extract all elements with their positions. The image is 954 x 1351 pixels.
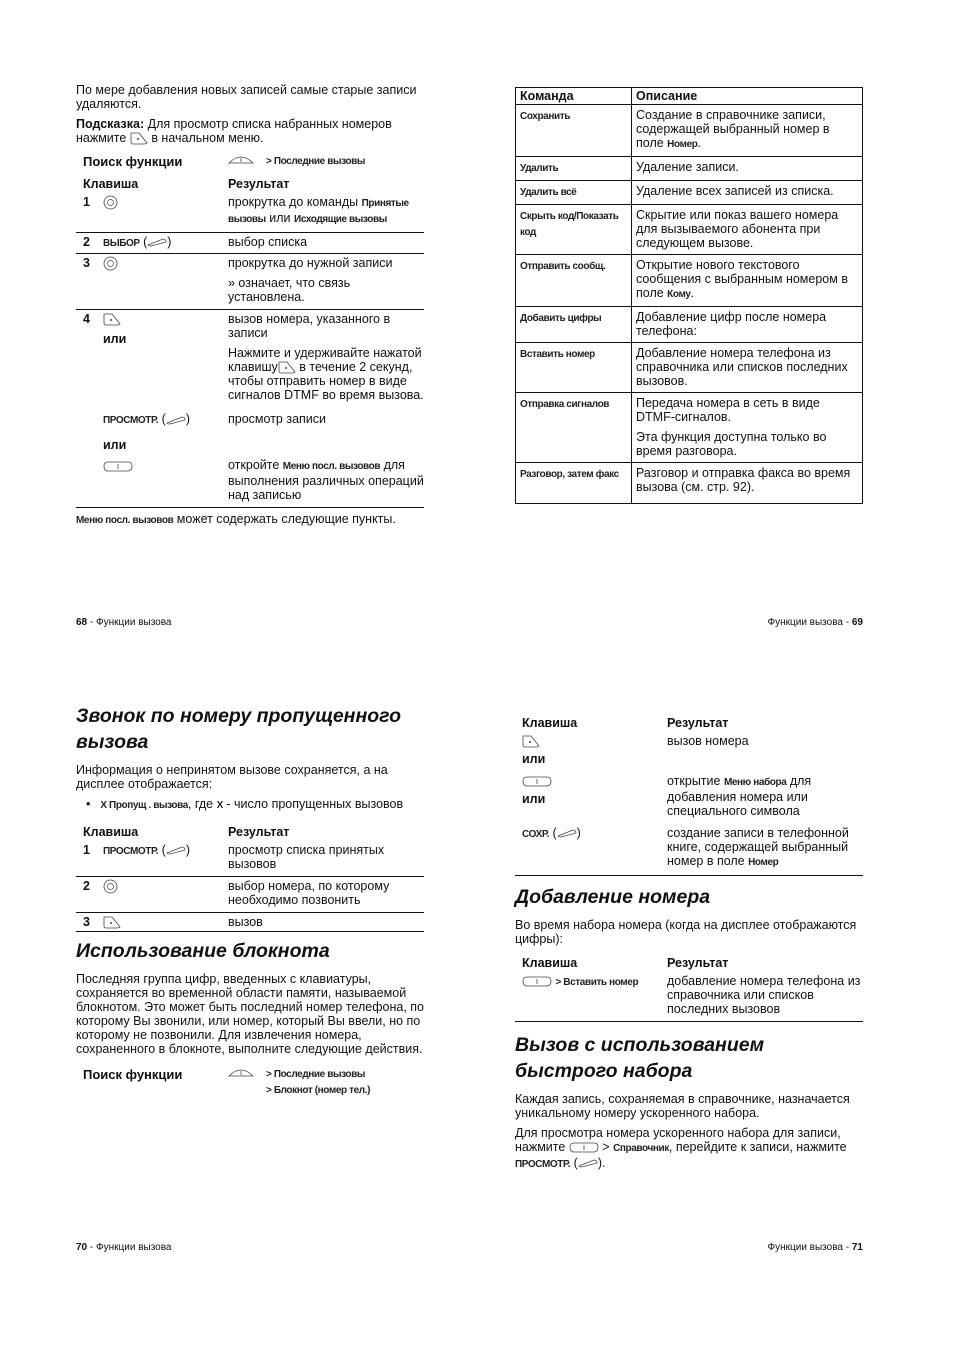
page-68 (76, 83, 424, 534)
command-table (515, 87, 863, 504)
page-70 (76, 703, 424, 1098)
page-69 (515, 87, 863, 504)
footer-page-70: 70 - Функции вызова (76, 1242, 172, 1253)
table-row: Отправить сообщ. Открытие нового текстового сообщения с выбранным номером в поле Кому. (516, 255, 863, 307)
key-result-table: Клавиша Результат или вызов номера или открытие Меню набора для добавления номера или специального символа СОХР. ( ) создание записи в телефонной книге, содержащей выбранный номер в поле Номер (515, 714, 863, 876)
table-row: Удалить всё Удаление всех записей из списка. (516, 181, 863, 205)
footer-page-68: 68 - Функции вызова (76, 617, 172, 628)
save-softkey-label[interactable]: СОХР. (522, 829, 549, 841)
speed-p1: Каждая запись, сохраняемая в справочнике, назначается уникальному номеру ускоренного набора. (515, 1092, 850, 1121)
view-softkey-label[interactable]: ПРОСМОТР. (103, 415, 159, 427)
search-path: > Последние вызовы (266, 156, 366, 168)
feature-search (76, 155, 424, 169)
missed-bullet: • X Пропущ . вызова, где X - число пропущенных вызовов (76, 797, 424, 813)
table-row: Отправка сигналов Передача номера в сеть в виде DTMF-сигналов. Эта функция доступна только во время разговора. (516, 393, 863, 463)
table-row: 1 ПРОСМОТР. ( ) просмотр списка принятых вызовов (76, 841, 424, 877)
col-result-header: Результат (228, 177, 290, 192)
table-row: Добавить цифры Добавление цифр после номера телефона: (516, 307, 863, 343)
menu-key-icon (522, 776, 552, 787)
table-row: ПРОСМОТР. ( ) или просмотр записи (103, 412, 327, 453)
menu-key-icon (103, 461, 133, 472)
key-result-table: Клавиша Результат 1 ПРОСМОТР. ( ) просмотр списка принятых вызовов 2 выбор номера, по которому необходимо позвонить 3 вызов (76, 823, 424, 932)
footer-page-71: Функции вызова - 71 (767, 1242, 863, 1253)
footer-page-69: Функции вызова - 69 (767, 617, 863, 628)
tip-label: Подсказка: (76, 117, 145, 131)
table-row: 3 прокрутка до нужной записи » означает, что связь установлена. (76, 254, 424, 310)
select-softkey-label[interactable]: ВЫБОР (103, 238, 140, 250)
soft-key-icon (166, 846, 186, 855)
nav-key-icon (103, 256, 118, 271)
nav-key-icon (103, 195, 118, 210)
feature-search: Поиск функции > Последние вызовы (83, 1067, 366, 1083)
menu-key-icon (228, 155, 254, 165)
search-path-2: > Блокнот (номер тел.) (266, 1085, 371, 1097)
key-result-table (76, 175, 424, 508)
soft-key-icon (578, 1159, 598, 1168)
nav-key-icon (103, 879, 118, 894)
missed-intro: Информация о непринятом вызове сохраняется, а на дисплее отображается: (76, 763, 388, 791)
add-intro: Во время набора номера (когда на дисплее отображаются цифры): (515, 918, 857, 947)
menu-key-icon (228, 1068, 254, 1078)
table-row: СОХР. ( ) создание записи в телефонной книге, содержащей выбранный номер в поле Номер (515, 820, 863, 876)
soft-key-icon (166, 416, 186, 425)
col-command-header: Команда (516, 88, 632, 105)
send-key-icon (130, 132, 148, 145)
col-key-header: Клавиша (83, 177, 139, 192)
table-row: или вызов номера (522, 734, 749, 767)
table-row: откройте Меню посл. вызовов для выполнения различных операций над записью (76, 454, 424, 508)
heading-notepad: Использование блокнота (76, 940, 330, 963)
add-number-table: Клавиша Результат > Вставить номер добавление номера телефона из справочника или списков последних вызовов (515, 954, 863, 1022)
table-row: 4 или вызов номера, указанного в записи Нажмите и удерживайте нажатой клавишу в течение 2 секунд, чтобы отправить номер в виде сигналов DTMF во время вызова. (83, 312, 424, 403)
table-row: Удалить Удаление записи. (516, 157, 863, 181)
table-row: > Вставить номер добавление номера телефона из справочника или списков последних вызовов (515, 972, 863, 1022)
notepad-text: Последняя группа цифр, введенных с клавиатуры, сохраняется во временной области памяти, называемой блокнотом. Это может быть последний номер телефона, по которому Вы звонили, или номер, который Вы ввели, но по которому не позвонили. Для извлечения номера, сохраненного в блокноте, выполните следующие действия. (76, 972, 424, 1057)
tip-text: Подсказка: Для просмотр списка набранных номеров нажмите в начальном меню. (76, 117, 392, 145)
send-key-icon (278, 361, 296, 374)
table-row: 3 вызов (76, 913, 424, 932)
table-row: 1 прокрутка до команды Принятые вызовы или Исходящие вызовы (76, 193, 424, 233)
table-row: Разговор, затем факс Разговор и отправка факса во время вызова (см. стр. 92). (516, 463, 863, 504)
heading-missed-call: Звонок по номеру пропущенного вызова (76, 705, 401, 753)
table-row: или открытие Меню набора для добавления номера или специального символа (522, 774, 812, 819)
col-description-header: Описание (632, 88, 863, 105)
table-row: 2 ВЫБОР ( ) выбор списка (76, 233, 424, 254)
menu-key-icon (522, 976, 552, 987)
view-softkey-label[interactable]: ПРОСМОТР. (103, 846, 159, 857)
send-key-icon (103, 313, 121, 326)
table-row: Скрыть код/Показать код Скрытие или показ вашего номера для вызываемого абонента при следующем вызове. (516, 205, 863, 255)
intro-text: По мере добавления новых записей самые старые записи удаляются. (76, 83, 417, 111)
search-label: Поиск функции (83, 154, 183, 170)
soft-key-icon (147, 238, 167, 247)
heading-speed-dial: Вызов с использованием быстрого набора (515, 1034, 765, 1083)
soft-key-icon (557, 829, 577, 838)
table-row: Сохранить Создание в справочнике записи, содержащей выбранный номер в поле Номер. (516, 105, 863, 157)
table-row: Вставить номер Добавление номера телефона из справочника или списков последних вызовов. (516, 343, 863, 393)
table-row: 2 выбор номера, по которому необходимо позвонить (76, 877, 424, 913)
send-key-icon (522, 735, 540, 748)
page-71 (515, 714, 863, 1178)
outro-text: Меню посл. вызовов может содержать следующие пункты. (76, 512, 396, 527)
heading-add-number: Добавление номера (515, 886, 711, 909)
menu-key-icon (569, 1142, 599, 1153)
send-key-icon (103, 916, 121, 929)
speed-p2: Для просмотра номера ускоренного набора для записи, нажмите > Справочник, перейдите к записи, нажмите ПРОСМОТР. ( ). (515, 1126, 847, 1171)
